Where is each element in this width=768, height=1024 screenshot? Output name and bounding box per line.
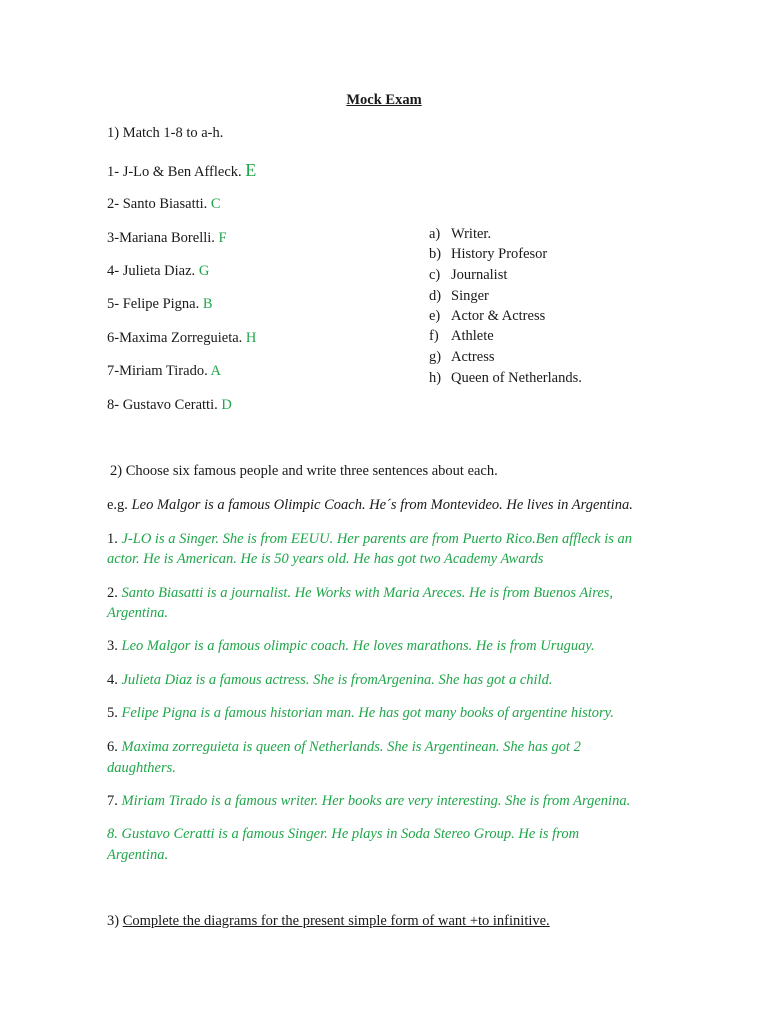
match-item: 1- J-Lo & Ben Affleck. E [107,160,257,180]
match-answer: A [210,363,222,379]
answer-line: 8. Gustavo Ceratti is a famous Singer. He plays in Soda Stereo Group. He is from [107,826,580,842]
match-answer: F [218,230,227,246]
answer-line: 7. Miriam Tirado is a famous writer. Her books are very interesting. She is from Argenina. [107,793,631,809]
answer-line: 2. Santo Biasatti is a journalist. He Works with Maria Areces. He is from Buenos Aires, [107,585,614,601]
answer-line: 1. J-LO is a Singer. She is from EEUU. Her parents are from Puerto Rico.Ben affleck is an [107,531,633,547]
option-item: e) Actor & Actress [429,308,546,324]
match-answer: B [202,296,213,312]
match-item: 7-Miriam Tirado. A [107,363,222,379]
answer-line: 4. Julieta Diaz is a famous actress. She is fromArgenina. She has got a child. [107,672,553,688]
match-answer: D [221,397,232,413]
match-item: 4- Julieta Diaz. G [107,263,210,279]
match-answer: G [198,263,210,279]
match-answer: E [245,160,257,180]
q2-instruction: 2) Choose six famous people and write three sentences about each. [110,463,498,479]
option-item: d) Singer [429,288,489,304]
answer-line: 5. Felipe Pigna is a famous historian man. He has got many books of argentine history. [107,705,614,721]
answer-line: Argentina. [107,847,169,863]
answer-line: 6. Maxima zorreguieta is queen of Netherlands. She is Argentinean. She has got 2 [107,739,581,755]
example-sentence: e.g. Leo Malgor is a famous Olimpic Coach. He´s from Montevideo. He lives in Argentina. [107,497,633,513]
match-answer: C [210,196,221,212]
option-item: f) Athlete [429,328,494,344]
option-item: b) History Profesor [429,246,548,262]
match-answer: H [245,330,257,346]
option-item: a) Writer. [429,226,492,242]
answer-line: 3. Leo Malgor is a famous olimpic coach. He loves marathons. He is from Uruguay. [107,638,595,654]
match-item: 6-Maxima Zorreguieta. H [107,330,257,346]
q1-instruction: 1) Match 1-8 to a-h. [107,125,224,141]
option-item: h) Queen of Netherlands. [429,370,582,386]
match-item: 2- Santo Biasatti. C [107,196,221,212]
option-item: c) Journalist [429,267,508,283]
match-item: 8- Gustavo Ceratti. D [107,397,232,413]
answer-line: daughthers. [107,760,176,776]
match-item: 3-Mariana Borelli. F [107,230,227,246]
answer-line: Argentina. [107,605,169,621]
page-title: Mock Exam [346,92,422,108]
q3-instruction: 3) Complete the diagrams for the present simple form of want +to infinitive. [107,913,550,929]
match-item: 5- Felipe Pigna. B [107,296,213,312]
option-item: g) Actress [429,349,495,365]
answer-line: actor. He is American. He is 50 years old. He has got two Academy Awards [107,551,544,567]
